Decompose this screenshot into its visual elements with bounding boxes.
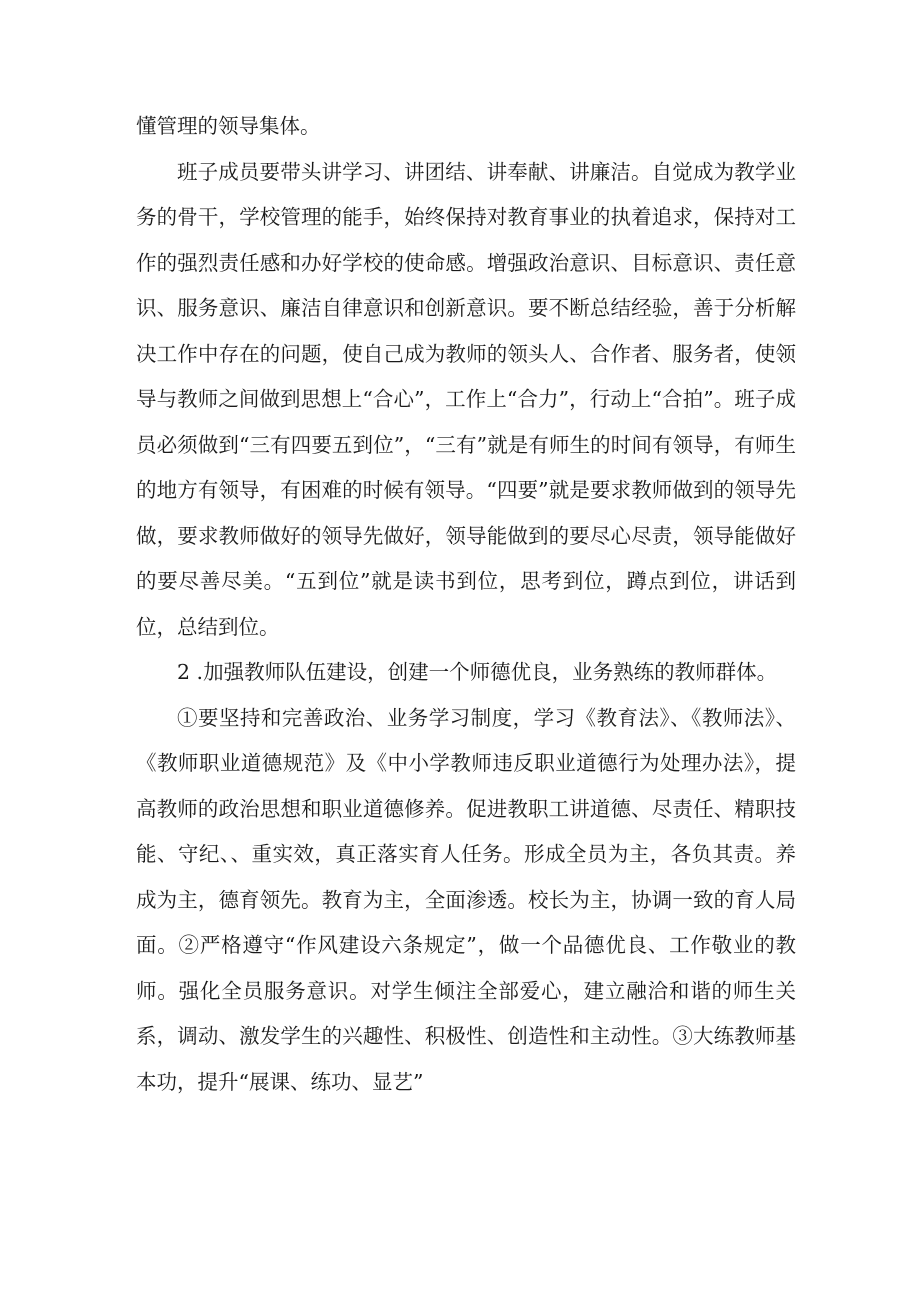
paragraph-leadership-team: 班子成员要带头讲学习、讲团结、讲奉献、讲廉洁。自觉成为教学业务的骨干，学校管理的能手，始终保持对教育事业的执着追求，保持对工作的强烈责任感和办好学校的使命感。增强政治意识、目标意识、责任意识、服务意识、廉洁自律意识和创新意识。要不断总结经验，善于分析解决工作中存在的问题，使自己成为教师的领头人、合作者、服务者，使领导与教师之间做到思想上“合心”，工作上“合力”，行动上“合拍”。班子成员必须做到“三有四要五到位”，“三有”就是有师生的时间有领导，有师生的地方有领导，有困难的时候有领导。“四要”就是要求教师做到的领导先做，要求教师做好的领导先做好，领导能做到的要尽心尽责，领导能做好的要尽善尽美。“五到位”就是读书到位，思考到位，蹲点到位，讲话到位，总结到位。 bbox=[136, 159, 796, 639]
document-body bbox=[136, 104, 796, 1105]
paragraph-teacher-building: ①要坚持和完善政治、业务学习制度，学习《教育法》、《教师法》、《教师职业道德规范》及《中小学教师违反职业道德行为处理办法》，提高教师的政治思想和职业道德修养。促进教职工讲道德、尽责任、精职技能、守纪、、重实效，真正落实育人任务。形成全员为主，各负其责。养成为主，德育领先。教育为主，全面渗透。校长为主，协调一致的育人局面。②严格遵守“作风建设六条规定”，做一个品德优良、工作敬业的教师。强化全员服务意识。对学生倾注全部爱心，建立融洽和谐的师生关系，调动、激发学生的兴趣性、积极性、创造性和主动性。③大练教师基本功，提升“展课、练功、显艺” bbox=[136, 705, 796, 1094]
paragraph-continuation: 懂管理的领导集体。 bbox=[136, 114, 321, 138]
paragraph-section-heading: 2 .加强教师队伍建设，创建一个师德优良，业务熟练的教师群体。 bbox=[177, 660, 778, 684]
